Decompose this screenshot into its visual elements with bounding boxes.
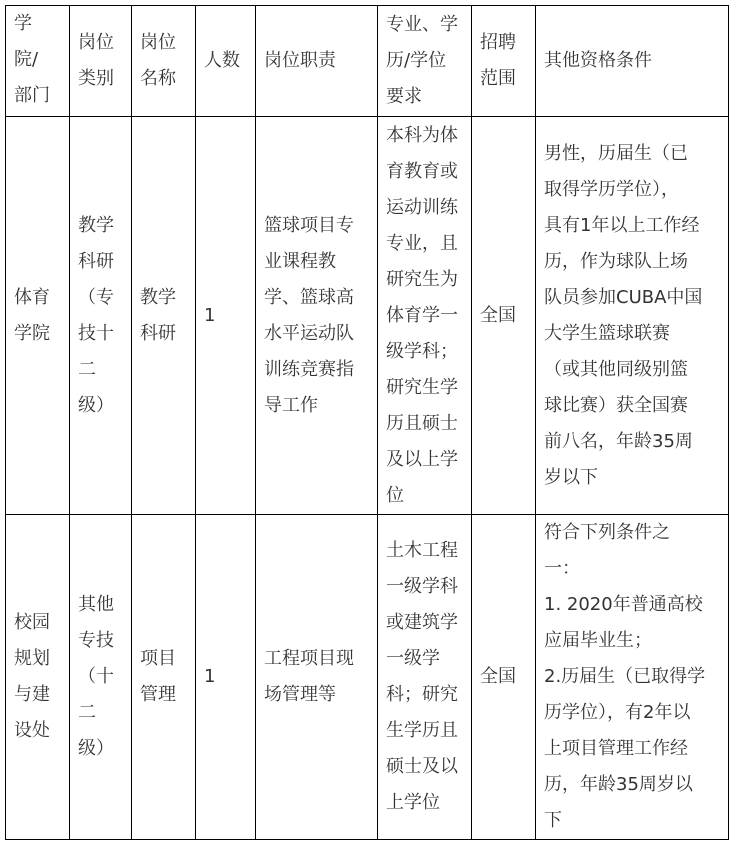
table-row [6,117,729,515]
cell-department: 校园 规划 与建 设处 [6,515,70,840]
cell-scope: 全国 [472,515,536,840]
header-headcount: 人数 [196,6,256,117]
cell-headcount: 1 [196,117,256,515]
cell-other-conditions: 符合下列条件之 一： 1. 2020年普通高校 应届毕业生； 2.历届生（已取得学 历学位），有2年以 上项目管理工作经 历，年龄35周岁以 下 [536,515,729,840]
recruitment-table [5,5,729,840]
header-duties: 岗位职责 [256,6,378,117]
header-position-category: 岗位 类别 [70,6,132,117]
cell-duties: 篮球项目专 业课程教 学、篮球高 水平运动队 训练竞赛指 导工作 [256,117,378,515]
cell-headcount: 1 [196,515,256,840]
header-other-conditions: 其他资格条件 [536,6,729,117]
cell-department: 体育 学院 [6,117,70,515]
header-position-name: 岗位 名称 [132,6,196,117]
cell-position-name: 项目 管理 [132,515,196,840]
cell-requirements: 本科为体 育教育或 运动训练 专业，且 研究生为 体育学一 级学科； 研究生学 历且硕士 及以上学 位 [378,117,472,515]
header-department: 学 院/ 部门 [6,6,70,117]
cell-position-name: 教学 科研 [132,117,196,515]
table-header-row [6,6,729,117]
cell-other-conditions: 男性，历届生（已 取得学历学位）， 具有1年以上工作经 历，作为球队上场 队员参加CUBA中国 大学生篮球联赛 （或其他同级别篮 球比赛）获全国赛 前八名，年龄35周 岁以下 [536,117,729,515]
cell-requirements: 土木工程 一级学科 或建筑学 一级学 科；研究 生学历且 硕士及以 上学位 [378,515,472,840]
header-requirements: 专业、学 历/学位 要求 [378,6,472,117]
table-row [6,515,729,840]
header-scope: 招聘 范围 [472,6,536,117]
cell-position-category: 教学 科研 （专 技十 二 级） [70,117,132,515]
cell-duties: 工程项目现 场管理等 [256,515,378,840]
cell-position-category: 其他 专技 （十 二 级） [70,515,132,840]
cell-scope: 全国 [472,117,536,515]
